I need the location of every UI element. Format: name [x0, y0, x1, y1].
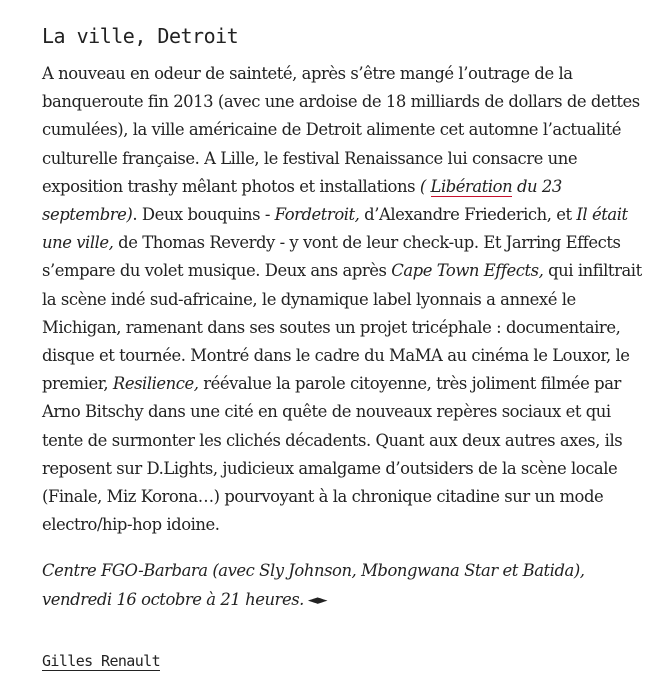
author-link[interactable]: Gilles Renault — [42, 652, 161, 670]
paragraph-text: qui infiltrait la scène indé sud-africaine, le dynamique label lyonnais a annexé le Michigan, ramenant dans ses soutes un projet tricéphale : documentaire, disque et tournée. Montré dans le cadre du MaMA au cinéma le Louxor, le premier, — [42, 261, 642, 394]
paragraph-text: . Deux bouquins - — [132, 205, 275, 225]
link-date: du 23 septembre) — [42, 176, 562, 225]
double-arrow-icon: ◄► — [307, 592, 328, 608]
paragraph-text: A nouveau en odeur de sainteté, après s’être mangé l’outrage de la banqueroute fin 2013 (avec une ardoise de 18 milliards de dollars de dettes cumulées), la ville américaine de Detroit alimente cet automne l’actualité culturelle française. A Lille, le festival Renaissance lui consacre une exposition trashy mêlant photos et installations — [42, 64, 640, 196]
book-title-fordetroit: Fordetroit, — [274, 205, 360, 225]
book-title-il-etait-une-ville: Il était une ville, — [42, 205, 628, 253]
liberation-link[interactable]: Libération — [430, 176, 513, 196]
event-info — [42, 557, 642, 614]
event-info-text: Centre FGO-Barbara (avec Sly Johnson, Mbongwana Star et Batida), vendredi 16 octobre à 21 heures. — [42, 561, 585, 609]
article-paragraph — [42, 60, 642, 539]
article-title: La ville, Detroit — [42, 24, 239, 48]
paren-open: ( — [419, 176, 431, 196]
album-title-cape-town-effects: Cape Town Effects, — [391, 261, 544, 281]
paragraph-text: d’Alexandre Friederich, et — [359, 205, 577, 225]
article — [42, 18, 642, 615]
paragraph-text: réévalue la parole citoyenne, très joliment filmée par Arno Bitschy dans une cité en quête de nouveaux repères sociaux et qui tente de surmonter les clichés décadents. Quant aux deux autres axes, ils reposent sur D.Lights, judicieux amalgame d’outsiders de la scène locale (Finale, Miz Korona…) pourvoyant à la chronique citadine sur un mode electro/hip-hop idoine. — [42, 374, 623, 535]
film-title-resilience: Resilience, — [112, 374, 199, 394]
paragraph-text: de Thomas Reverdy - y vont de leur check-up. Et Jarring Effects s’empare du volet musique. Deux ans après — [42, 233, 621, 281]
